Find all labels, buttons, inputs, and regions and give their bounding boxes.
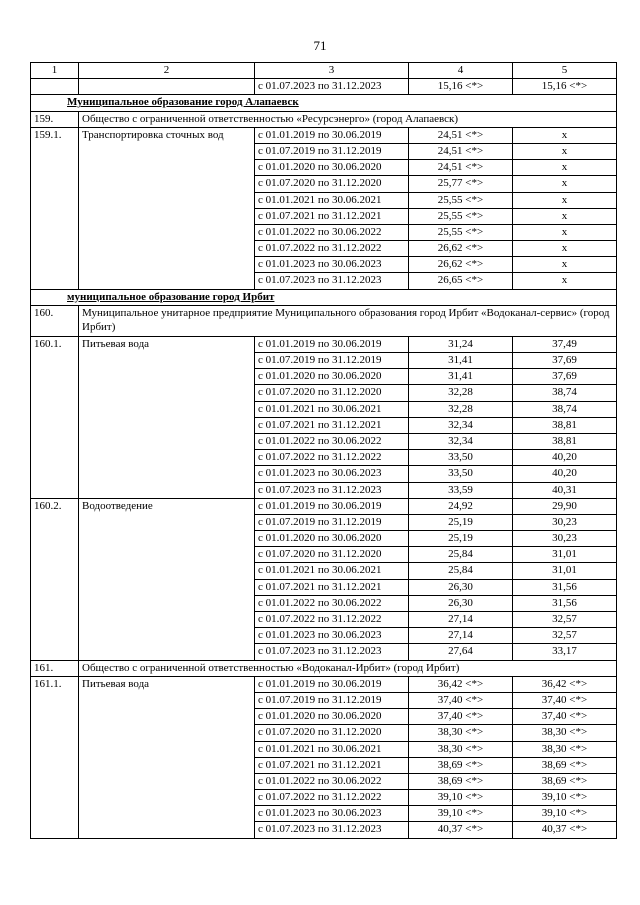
tariff-value-col4: 33,59 xyxy=(409,482,513,498)
service-name: Транспортировка сточных вод xyxy=(79,127,255,143)
period: с 01.01.2021 по 30.06.2021 xyxy=(255,192,409,208)
table-row xyxy=(31,822,617,838)
tariff-value-col4: 31,24 xyxy=(409,336,513,352)
table-row xyxy=(31,547,617,563)
table-row xyxy=(31,192,617,208)
tariff-value-col5: x xyxy=(513,143,617,159)
table-row xyxy=(31,790,617,806)
period: с 01.01.2021 по 30.06.2021 xyxy=(255,741,409,757)
service-name xyxy=(79,224,255,240)
organization-row xyxy=(31,111,617,127)
period: с 01.07.2019 по 31.12.2019 xyxy=(255,692,409,708)
tariff-value-col4: 27,64 xyxy=(409,644,513,660)
tariff-value-col5: x xyxy=(513,176,617,192)
table-row xyxy=(31,773,617,789)
period: с 01.07.2022 по 31.12.2022 xyxy=(255,450,409,466)
tariff-value-col5: 37,69 xyxy=(513,369,617,385)
tariff-value-col4: 40,37 <*> xyxy=(409,822,513,838)
tariff-value-col5: 32,57 xyxy=(513,628,617,644)
item-number xyxy=(31,273,79,289)
item-number xyxy=(31,757,79,773)
tariff-value-col5: 37,40 <*> xyxy=(513,692,617,708)
period: с 01.07.2020 по 31.12.2020 xyxy=(255,176,409,192)
tariff-value-col5: x xyxy=(513,208,617,224)
tariff-value-col4: 31,41 xyxy=(409,369,513,385)
item-number xyxy=(31,433,79,449)
period: с 01.07.2023 по 31.12.2023 xyxy=(255,644,409,660)
tariff-value-col4: 25,19 xyxy=(409,531,513,547)
period: с 01.07.2022 по 31.12.2022 xyxy=(255,241,409,257)
municipality-heading: муниципальное образование город Ирбит xyxy=(31,289,617,305)
tariff-value-col4: 37,40 <*> xyxy=(409,709,513,725)
period: с 01.01.2023 по 30.06.2023 xyxy=(255,466,409,482)
tariff-value-col5: 40,31 xyxy=(513,482,617,498)
tariff-value-col5: 30,23 xyxy=(513,514,617,530)
tariff-value-col5: 31,01 xyxy=(513,563,617,579)
tariff-value-col5: 39,10 <*> xyxy=(513,806,617,822)
item-number xyxy=(31,822,79,838)
column-number-1: 1 xyxy=(31,63,79,79)
tariff-value-col5: x xyxy=(513,273,617,289)
service-name xyxy=(79,725,255,741)
service-name xyxy=(79,353,255,369)
service-name xyxy=(79,579,255,595)
tariff-value-col5: 37,49 xyxy=(513,336,617,352)
table-row xyxy=(31,224,617,240)
tariff-value-col5: x xyxy=(513,224,617,240)
organization-row xyxy=(31,660,617,676)
service-name xyxy=(79,385,255,401)
column-number-row xyxy=(31,63,617,79)
tariff-value-col4: 32,34 xyxy=(409,417,513,433)
item-number xyxy=(31,612,79,628)
item-number xyxy=(31,692,79,708)
period: с 01.01.2020 по 30.06.2020 xyxy=(255,709,409,725)
tariff-value-col5: 40,20 xyxy=(513,466,617,482)
period: с 01.07.2021 по 31.12.2021 xyxy=(255,757,409,773)
table-row xyxy=(31,450,617,466)
item-number xyxy=(31,160,79,176)
service-name xyxy=(79,531,255,547)
table-row xyxy=(31,241,617,257)
item-number xyxy=(31,595,79,611)
period: с 01.01.2022 по 30.06.2022 xyxy=(255,773,409,789)
item-number xyxy=(31,547,79,563)
item-number: 161.1. xyxy=(31,676,79,692)
item-number xyxy=(31,725,79,741)
tariff-value-col5: 29,90 xyxy=(513,498,617,514)
tariff-value-col4: 25,77 <*> xyxy=(409,176,513,192)
organization-number: 159. xyxy=(31,111,79,127)
tariff-value-col5: 40,37 <*> xyxy=(513,822,617,838)
column-number-4: 4 xyxy=(409,63,513,79)
service-name xyxy=(79,790,255,806)
item-number xyxy=(31,79,79,95)
tariff-value-col5: 38,81 xyxy=(513,433,617,449)
service-name xyxy=(79,547,255,563)
period: с 01.07.2023 по 31.12.2023 xyxy=(255,482,409,498)
tariff-value-col5: 31,01 xyxy=(513,547,617,563)
period: с 01.07.2020 по 31.12.2020 xyxy=(255,547,409,563)
item-number xyxy=(31,514,79,530)
table-row xyxy=(31,644,617,660)
tariff-value-col5: 33,17 xyxy=(513,644,617,660)
item-number xyxy=(31,143,79,159)
tariff-value-col4: 38,69 <*> xyxy=(409,757,513,773)
tariff-value-col4: 24,51 <*> xyxy=(409,143,513,159)
tariff-value-col4: 32,34 xyxy=(409,433,513,449)
period: с 01.01.2019 по 30.06.2019 xyxy=(255,336,409,352)
table-row xyxy=(31,401,617,417)
table-row xyxy=(31,595,617,611)
service-name xyxy=(79,563,255,579)
tariff-value-col4: 25,19 xyxy=(409,514,513,530)
table-row xyxy=(31,531,617,547)
table-row xyxy=(31,692,617,708)
tariff-value-col4: 38,69 <*> xyxy=(409,773,513,789)
table-row xyxy=(31,127,617,143)
service-name xyxy=(79,369,255,385)
tariff-value-col5: 15,16 <*> xyxy=(513,79,617,95)
item-number xyxy=(31,466,79,482)
period: с 01.01.2021 по 30.06.2021 xyxy=(255,401,409,417)
period: с 01.07.2023 по 31.12.2023 xyxy=(255,273,409,289)
period: с 01.07.2019 по 31.12.2019 xyxy=(255,353,409,369)
service-name xyxy=(79,176,255,192)
tariff-value-col4: 33,50 xyxy=(409,466,513,482)
service-name xyxy=(79,401,255,417)
table-row xyxy=(31,160,617,176)
tariff-value-col4: 27,14 xyxy=(409,628,513,644)
organization-name: Муниципальное унитарное предприятие Муниципального образования город Ирбит «Водоканал-сервис» (город Ирбит) xyxy=(79,305,617,336)
period: с 01.07.2021 по 31.12.2021 xyxy=(255,208,409,224)
service-name xyxy=(79,806,255,822)
period: с 01.01.2023 по 30.06.2023 xyxy=(255,257,409,273)
service-name xyxy=(79,79,255,95)
municipality-heading-row xyxy=(31,95,617,111)
item-number xyxy=(31,353,79,369)
item-number: 160.1. xyxy=(31,336,79,352)
table-row xyxy=(31,579,617,595)
tariff-value-col5: 38,74 xyxy=(513,401,617,417)
period: с 01.07.2019 по 31.12.2019 xyxy=(255,514,409,530)
tariff-value-col4: 31,41 xyxy=(409,353,513,369)
period: с 01.07.2019 по 31.12.2019 xyxy=(255,143,409,159)
tariff-value-col4: 32,28 xyxy=(409,401,513,417)
item-number xyxy=(31,563,79,579)
item-number xyxy=(31,369,79,385)
table-row xyxy=(31,353,617,369)
item-number xyxy=(31,644,79,660)
tariff-value-col5: 36,42 <*> xyxy=(513,676,617,692)
period: с 01.07.2020 по 31.12.2020 xyxy=(255,385,409,401)
table-row xyxy=(31,208,617,224)
tariff-value-col5: x xyxy=(513,257,617,273)
tariff-value-col5: 38,30 <*> xyxy=(513,741,617,757)
item-number xyxy=(31,450,79,466)
service-name xyxy=(79,208,255,224)
item-number xyxy=(31,385,79,401)
item-number xyxy=(31,482,79,498)
page-number: 71 xyxy=(313,38,327,53)
item-number xyxy=(31,773,79,789)
tariff-value-col5: x xyxy=(513,160,617,176)
service-name xyxy=(79,612,255,628)
tariff-value-col4: 37,40 <*> xyxy=(409,692,513,708)
item-number xyxy=(31,257,79,273)
tariff-value-col4: 27,14 xyxy=(409,612,513,628)
service-name xyxy=(79,273,255,289)
tariff-value-col4: 38,30 <*> xyxy=(409,741,513,757)
period: с 01.01.2021 по 30.06.2021 xyxy=(255,563,409,579)
tariff-value-col4: 25,55 <*> xyxy=(409,224,513,240)
tariff-table xyxy=(30,62,617,839)
table-row xyxy=(31,466,617,482)
service-name xyxy=(79,595,255,611)
table-row xyxy=(31,417,617,433)
period: с 01.07.2022 по 31.12.2022 xyxy=(255,612,409,628)
tariff-value-col5: 31,56 xyxy=(513,579,617,595)
tariff-value-col4: 25,55 <*> xyxy=(409,192,513,208)
table-row xyxy=(31,369,617,385)
period: с 01.07.2021 по 31.12.2021 xyxy=(255,579,409,595)
table-row xyxy=(31,433,617,449)
tariff-value-col4: 26,62 <*> xyxy=(409,241,513,257)
item-number xyxy=(31,709,79,725)
item-number: 160.2. xyxy=(31,498,79,514)
item-number xyxy=(31,741,79,757)
item-number xyxy=(31,579,79,595)
tariff-value-col4: 25,84 xyxy=(409,563,513,579)
period: с 01.01.2020 по 30.06.2020 xyxy=(255,160,409,176)
tariff-value-col5: 30,23 xyxy=(513,531,617,547)
municipality-heading: Муниципальное образование город Алапаевск xyxy=(31,95,617,111)
service-name xyxy=(79,482,255,498)
table-row xyxy=(31,514,617,530)
service-name xyxy=(79,709,255,725)
tariff-value-col5: 39,10 <*> xyxy=(513,790,617,806)
table-row xyxy=(31,79,617,95)
table-row xyxy=(31,725,617,741)
period: с 01.07.2023 по 31.12.2023 xyxy=(255,79,409,95)
item-number xyxy=(31,208,79,224)
table-row xyxy=(31,385,617,401)
table-row xyxy=(31,741,617,757)
table-row xyxy=(31,257,617,273)
column-number-3: 3 xyxy=(255,63,409,79)
table-row xyxy=(31,612,617,628)
period: с 01.01.2022 по 30.06.2022 xyxy=(255,595,409,611)
tariff-value-col5: 40,20 xyxy=(513,450,617,466)
tariff-value-col5: 38,69 <*> xyxy=(513,773,617,789)
tariff-value-col4: 25,55 <*> xyxy=(409,208,513,224)
service-name xyxy=(79,417,255,433)
tariff-value-col4: 26,30 xyxy=(409,595,513,611)
item-number xyxy=(31,417,79,433)
tariff-value-col4: 39,10 <*> xyxy=(409,806,513,822)
item-number xyxy=(31,790,79,806)
period: с 01.01.2019 по 30.06.2019 xyxy=(255,498,409,514)
tariff-value-col5: 37,69 xyxy=(513,353,617,369)
period: с 01.01.2023 по 30.06.2023 xyxy=(255,628,409,644)
period: с 01.01.2019 по 30.06.2019 xyxy=(255,127,409,143)
tariff-value-col4: 15,16 <*> xyxy=(409,79,513,95)
organization-number: 161. xyxy=(31,660,79,676)
item-number xyxy=(31,224,79,240)
tariff-value-col4: 24,51 <*> xyxy=(409,160,513,176)
table-row xyxy=(31,563,617,579)
service-name xyxy=(79,741,255,757)
service-name xyxy=(79,241,255,257)
table-row xyxy=(31,757,617,773)
item-number: 159.1. xyxy=(31,127,79,143)
service-name: Питьевая вода xyxy=(79,676,255,692)
tariff-value-col5: x xyxy=(513,241,617,257)
organization-row xyxy=(31,305,617,336)
service-name xyxy=(79,822,255,838)
table-row xyxy=(31,806,617,822)
table-row xyxy=(31,482,617,498)
item-number xyxy=(31,531,79,547)
tariff-value-col4: 32,28 xyxy=(409,385,513,401)
tariff-value-col5: 32,57 xyxy=(513,612,617,628)
tariff-value-col4: 24,51 <*> xyxy=(409,127,513,143)
item-number xyxy=(31,192,79,208)
item-number xyxy=(31,401,79,417)
period: с 01.01.2020 по 30.06.2020 xyxy=(255,369,409,385)
service-name xyxy=(79,143,255,159)
service-name xyxy=(79,433,255,449)
tariff-value-col5: 38,81 xyxy=(513,417,617,433)
service-name xyxy=(79,773,255,789)
tariff-value-col4: 26,62 <*> xyxy=(409,257,513,273)
column-number-2: 2 xyxy=(79,63,255,79)
table-body xyxy=(31,63,617,839)
period: с 01.01.2022 по 30.06.2022 xyxy=(255,433,409,449)
period: с 01.01.2023 по 30.06.2023 xyxy=(255,806,409,822)
tariff-value-col4: 26,65 <*> xyxy=(409,273,513,289)
item-number xyxy=(31,806,79,822)
period: с 01.01.2020 по 30.06.2020 xyxy=(255,531,409,547)
municipality-heading-row xyxy=(31,289,617,305)
table-row xyxy=(31,628,617,644)
organization-name: Общество с ограниченной ответственностью «Ресурсэнерго» (город Алапаевск) xyxy=(79,111,617,127)
tariff-value-col5: 31,56 xyxy=(513,595,617,611)
service-name xyxy=(79,644,255,660)
service-name xyxy=(79,628,255,644)
table-row xyxy=(31,676,617,692)
table-row xyxy=(31,176,617,192)
period: с 01.07.2023 по 31.12.2023 xyxy=(255,822,409,838)
tariff-value-col4: 36,42 <*> xyxy=(409,676,513,692)
table-row xyxy=(31,143,617,159)
period: с 01.07.2021 по 31.12.2021 xyxy=(255,417,409,433)
tariff-value-col5: x xyxy=(513,127,617,143)
service-name xyxy=(79,757,255,773)
tariff-value-col5: 38,69 <*> xyxy=(513,757,617,773)
tariff-value-col5: 38,74 xyxy=(513,385,617,401)
item-number xyxy=(31,628,79,644)
service-name xyxy=(79,192,255,208)
organization-name: Общество с ограниченной ответственностью «Водоканал-Ирбит» (город Ирбит) xyxy=(79,660,617,676)
period: с 01.01.2022 по 30.06.2022 xyxy=(255,224,409,240)
column-number-5: 5 xyxy=(513,63,617,79)
service-name xyxy=(79,692,255,708)
table-row xyxy=(31,709,617,725)
item-number xyxy=(31,176,79,192)
tariff-value-col4: 38,30 <*> xyxy=(409,725,513,741)
period: с 01.07.2022 по 31.12.2022 xyxy=(255,790,409,806)
service-name xyxy=(79,466,255,482)
tariff-value-col4: 39,10 <*> xyxy=(409,790,513,806)
tariff-value-col4: 26,30 xyxy=(409,579,513,595)
item-number xyxy=(31,241,79,257)
period: с 01.07.2020 по 31.12.2020 xyxy=(255,725,409,741)
tariff-value-col4: 25,84 xyxy=(409,547,513,563)
service-name: Водоотведение xyxy=(79,498,255,514)
table-row xyxy=(31,498,617,514)
service-name xyxy=(79,257,255,273)
service-name xyxy=(79,514,255,530)
tariff-value-col5: 37,40 <*> xyxy=(513,709,617,725)
tariff-value-col5: 38,30 <*> xyxy=(513,725,617,741)
service-name: Питьевая вода xyxy=(79,336,255,352)
service-name xyxy=(79,160,255,176)
organization-number: 160. xyxy=(31,305,79,336)
tariff-value-col4: 24,92 xyxy=(409,498,513,514)
table-row xyxy=(31,273,617,289)
table-row xyxy=(31,336,617,352)
tariff-value-col5: x xyxy=(513,192,617,208)
period: с 01.01.2019 по 30.06.2019 xyxy=(255,676,409,692)
tariff-value-col4: 33,50 xyxy=(409,450,513,466)
service-name xyxy=(79,450,255,466)
